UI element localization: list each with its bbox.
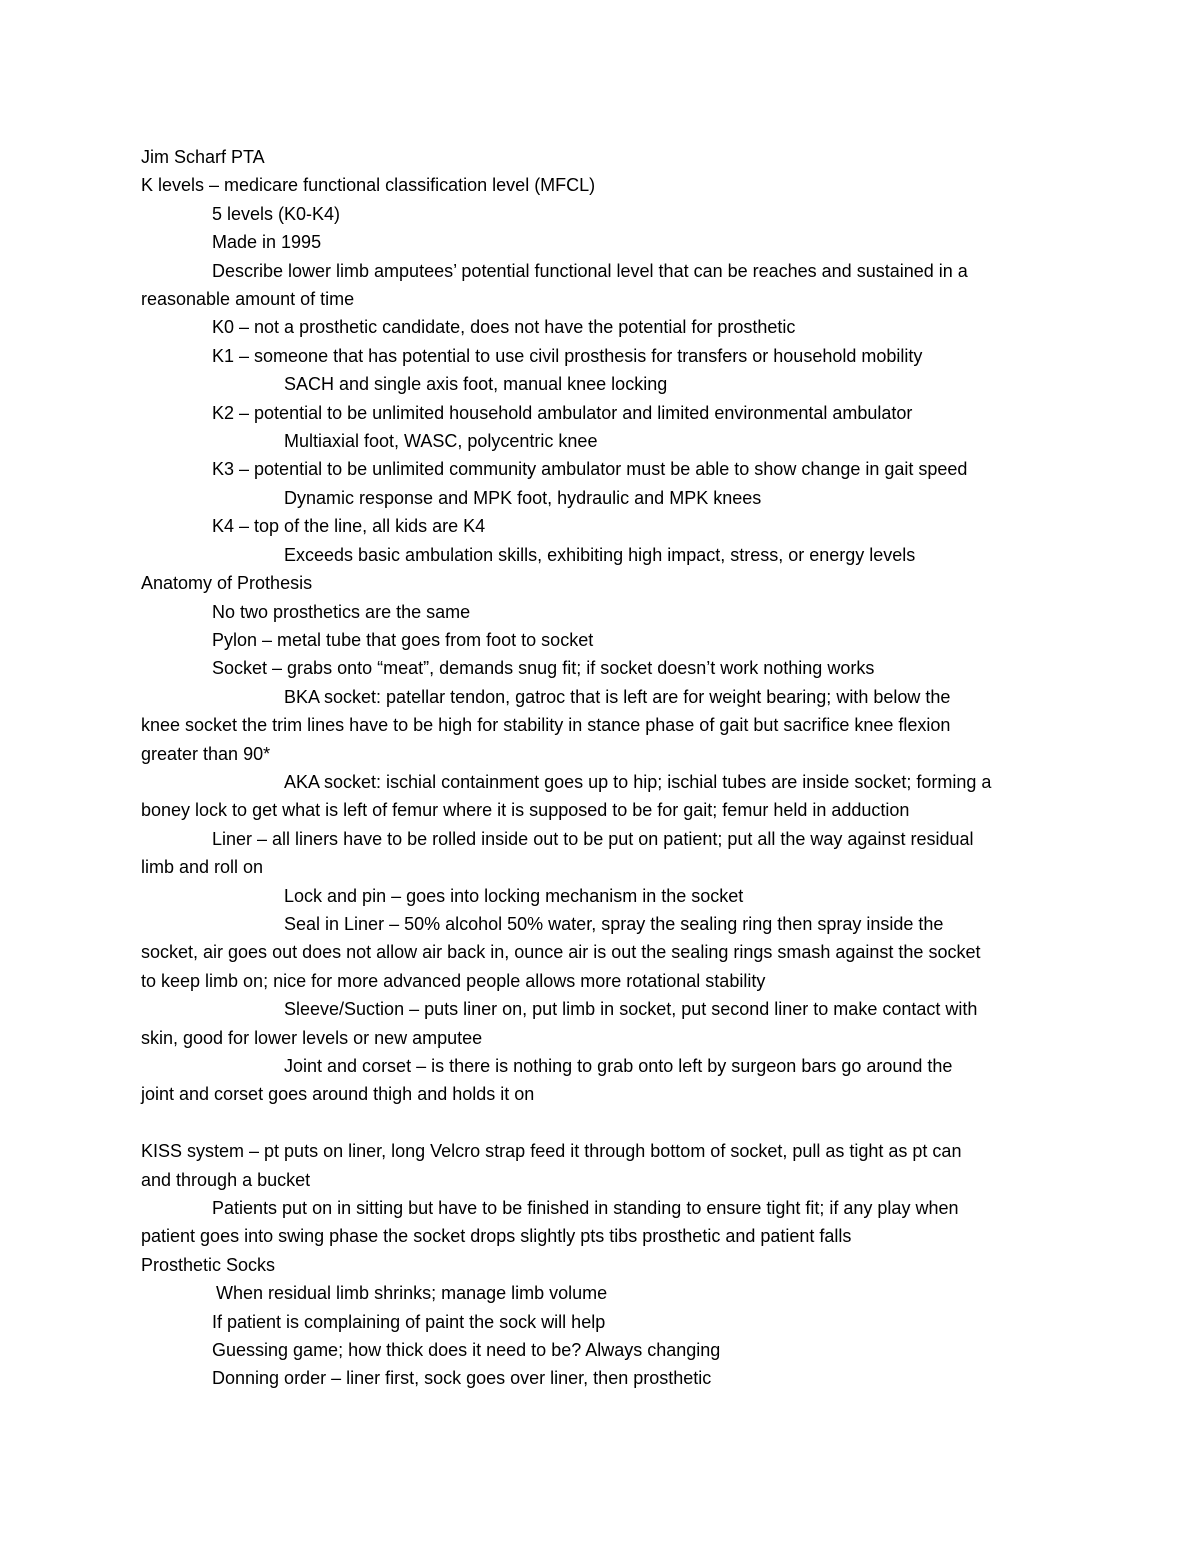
text-line: Seal in Liner – 50% alcohol 50% water, spray the sealing ring then spray inside the [284,913,944,934]
text-line: reasonable amount of time [141,289,355,310]
heading-kiss-system: KISS system – pt puts on liner, long Velcro strap feed it through bottom of socket, pull as tight as pt can [141,1141,962,1162]
text-line: and through a bucket [141,1169,311,1190]
text-line: K2 – potential to be unlimited household ambulator and limited environmental ambulator [212,402,913,423]
text-line: BKA socket: patellar tendon, gatroc that is left are for weight bearing; with below the [284,686,951,707]
text-line: Lock and pin – goes into locking mechanism in the socket [284,885,744,906]
text-line: to keep limb on; nice for more advanced people allows more rotational stability [141,970,766,991]
text-line: If patient is complaining of paint the sock will help [212,1311,606,1332]
blank-line [141,1109,1061,1137]
heading-k-levels: K levels – medicare functional classification level (MFCL) [141,175,596,196]
heading-anatomy-of-prothesis: Anatomy of Prothesis [141,573,313,594]
text-line: limb and roll on [141,857,264,878]
text-line: SACH and single axis foot, manual knee locking [284,374,668,395]
text-line: Socket – grabs onto “meat”, demands snug fit; if socket doesn’t work nothing works [212,658,875,679]
text-line: Multiaxial foot, WASC, polycentric knee [284,431,598,452]
text-line: Guessing game; how thick does it need to be? Always changing [212,1340,721,1361]
document-title: Jim Scharf PTA [141,147,265,167]
text-line: socket, air goes out does not allow air back in, ounce air is out the sealing rings smash against the socket [141,942,981,963]
heading-prosthetic-socks: Prosthetic Socks [141,1254,276,1275]
text-line: Dynamic response and MPK foot, hydraulic and MPK knees [284,487,762,508]
text-line: patient goes into swing phase the socket drops slightly pts tibs prosthetic and patient falls [141,1226,852,1247]
text-line: Sleeve/Suction – puts liner on, put limb in socket, put second liner to make contact with [284,999,978,1020]
text-line: Patients put on in sitting but have to be finished in standing to ensure tight fit; if any play when [212,1198,959,1219]
text-line: skin, good for lower levels or new amputee [141,1027,483,1048]
text-line: K3 – potential to be unlimited community ambulator must be able to show change in gait speed [212,459,968,480]
text-line: When residual limb shrinks; manage limb volume [216,1283,608,1304]
text-line: K4 – top of the line, all kids are K4 [212,516,486,537]
text-line: greater than 90* [141,743,271,764]
text-line: No two prosthetics are the same [212,601,471,622]
text-line: Donning order – liner first, sock goes over liner, then prosthetic [212,1368,712,1389]
text-line: K1 – someone that has potential to use civil prosthesis for transfers or household mobility [212,345,923,366]
text-line: joint and corset goes around thigh and holds it on [141,1084,535,1105]
text-line: K0 – not a prosthetic candidate, does not have the potential for prosthetic [212,317,796,338]
text-line: 5 levels (K0-K4) [212,203,341,224]
text-line: Made in 1995 [212,232,322,253]
text-line: knee socket the trim lines have to be high for stability in stance phase of gait but sacrifice knee flexion [141,715,951,736]
text-line: Joint and corset – is there is nothing to grab onto left by surgeon bars go around the [284,1056,953,1076]
text-line: Describe lower limb amputees’ potential functional level that can be reaches and sustained in a [212,260,968,281]
document-body [141,143,1061,1393]
text-line: Liner – all liners have to be rolled inside out to be put on patient; put all the way against residual [212,828,974,849]
text-line: boney lock to get what is left of femur where it is supposed to be for gait; femur held in adduction [141,800,910,821]
text-line: Exceeds basic ambulation skills, exhibiting high impact, stress, or energy levels [284,544,916,565]
text-line: Pylon – metal tube that goes from foot to socket [212,629,594,650]
text-line: AKA socket: ischial containment goes up to hip; ischial tubes are inside socket; forming a [284,771,992,792]
